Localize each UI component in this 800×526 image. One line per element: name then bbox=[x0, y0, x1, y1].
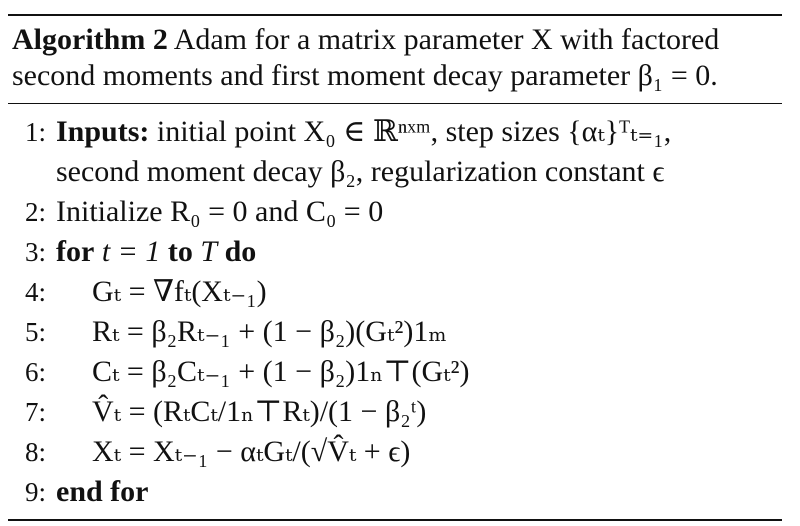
line-number: 6: bbox=[24, 357, 46, 387]
algo-line-3 bbox=[8, 232, 782, 272]
algo-line-1-continuation: second moment decay β₂, regularization constant ϵ bbox=[56, 155, 665, 188]
line-number: 3: bbox=[24, 237, 46, 267]
to-keyword: to bbox=[167, 235, 193, 268]
algo-line-9 bbox=[8, 472, 782, 512]
line-number: 7: bbox=[24, 397, 46, 427]
line-text: Gₜ = ∇fₜ(Xₜ₋₁) bbox=[92, 275, 267, 308]
algo-line-7 bbox=[8, 392, 782, 432]
line-text: Xₜ = Xₜ₋₁ − αₜGₜ/(√V̂ₜ + ϵ) bbox=[92, 435, 411, 468]
do-keyword: do bbox=[224, 235, 257, 268]
inputs-keyword: Inputs: bbox=[56, 115, 150, 148]
algo-line-6 bbox=[8, 352, 782, 392]
line-number: 5: bbox=[24, 317, 46, 347]
line-number: 8: bbox=[24, 437, 46, 467]
algo-line-1 bbox=[8, 112, 782, 152]
line-number: 9: bbox=[24, 477, 46, 507]
loop-end: T bbox=[200, 235, 218, 268]
algorithm-body bbox=[8, 104, 782, 519]
caption-text-1: Adam for a matrix parameter X with factored bbox=[173, 23, 720, 56]
algo-line-5 bbox=[8, 312, 782, 352]
algo-line-4 bbox=[8, 272, 782, 312]
algorithm-caption bbox=[8, 16, 782, 103]
algorithm-label: Algorithm 2 bbox=[12, 23, 168, 56]
line-text: Rₜ = β₂Rₜ₋₁ + (1 − β₂)(Gₜ²)1ₘ bbox=[92, 315, 447, 348]
loop-start: t = 1 bbox=[101, 235, 161, 268]
algorithm-block bbox=[8, 14, 782, 521]
line-text: initial point X₀ ∈ ℝⁿˣᵐ, step sizes {αₜ}ᵀₜ₌₁, bbox=[156, 115, 672, 148]
algo-line-2 bbox=[8, 192, 782, 232]
algo-line-8 bbox=[8, 432, 782, 472]
line-number: 4: bbox=[24, 277, 46, 307]
bottom-rule bbox=[8, 519, 782, 521]
caption-line-2: second moments and first moment decay parameter β₁ = 0. bbox=[12, 59, 718, 92]
line-text: V̂ₜ = (RₜCₜ/1ₙ⊤Rₜ)/(1 − β₂ᵗ) bbox=[92, 395, 427, 428]
line-text: Cₜ = β₂Cₜ₋₁ + (1 − β₂)1ₙ⊤(Gₜ²) bbox=[92, 355, 470, 388]
end-for-keyword: end for bbox=[56, 475, 149, 508]
line-text: Initialize R₀ = 0 and C₀ = 0 bbox=[56, 195, 384, 228]
line-number: 2: bbox=[24, 197, 46, 227]
line-number: 1: bbox=[24, 117, 46, 147]
for-keyword: for bbox=[56, 235, 95, 268]
caption-line-1 bbox=[12, 22, 782, 58]
